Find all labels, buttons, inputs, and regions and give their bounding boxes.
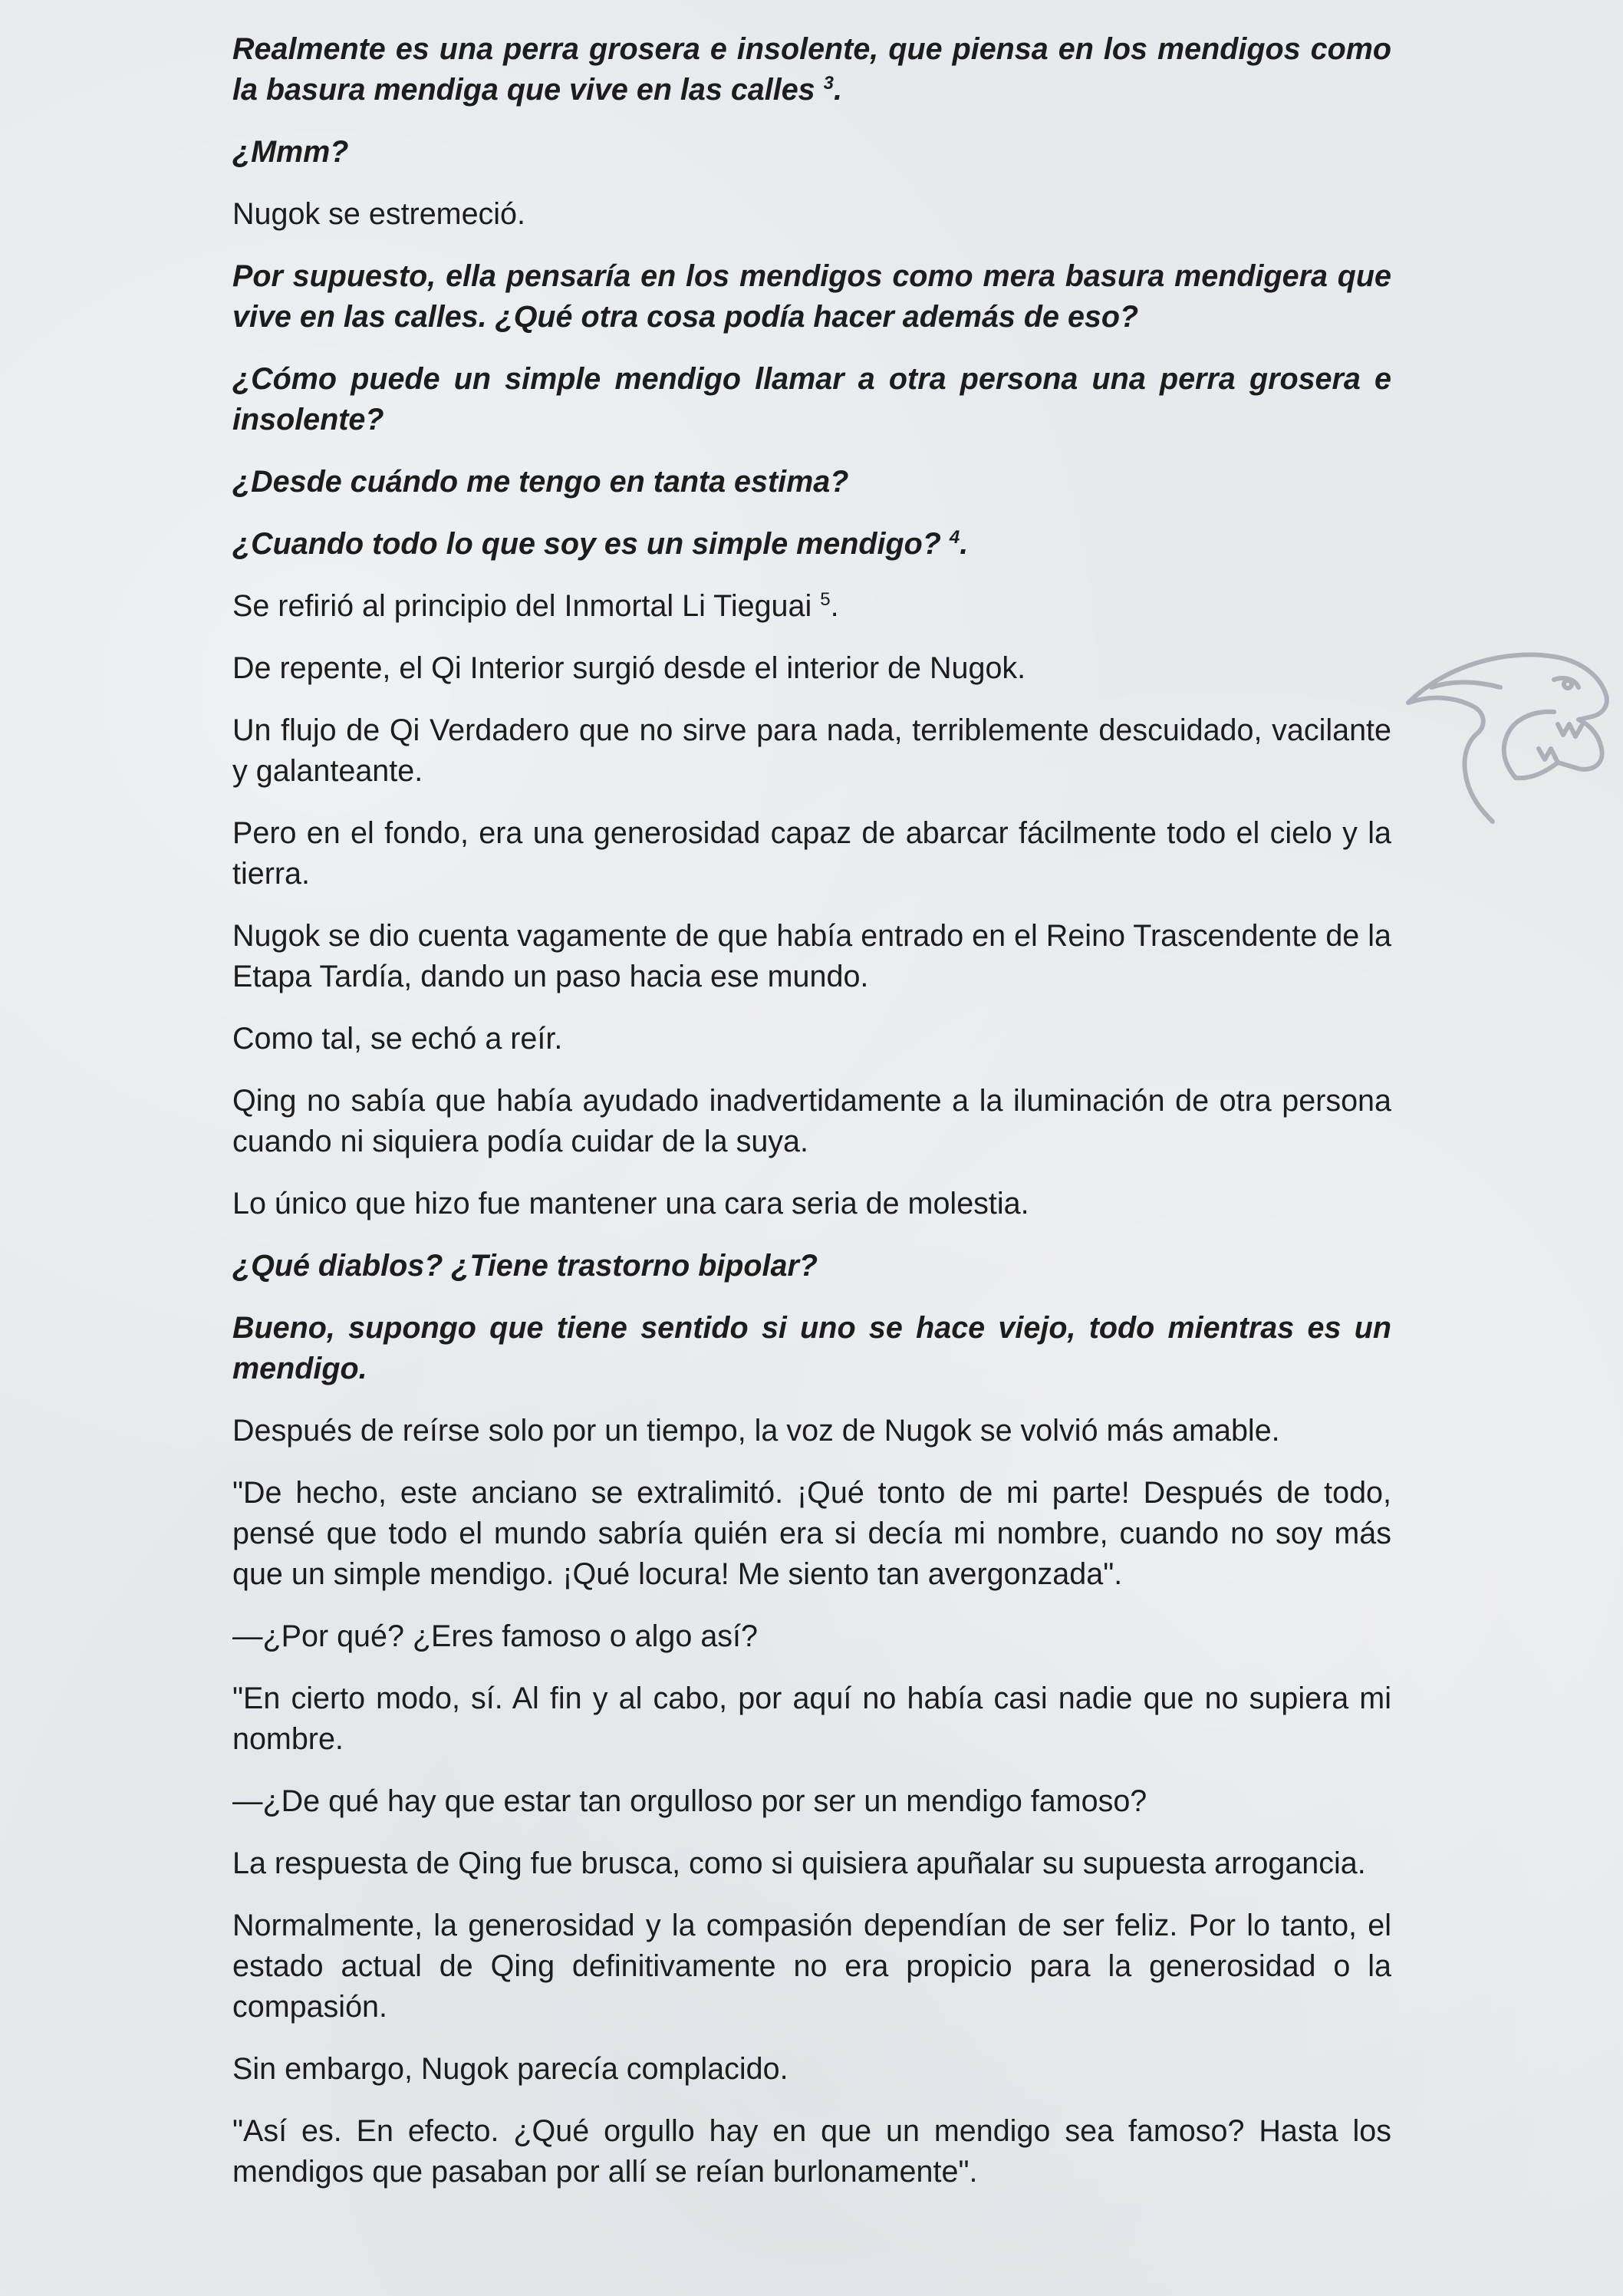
paragraph [232, 1678, 1391, 1760]
paragraph [232, 194, 1391, 235]
paragraph-text: De repente, el Qi Interior surgió desde el interior de Nugok. [232, 651, 1026, 685]
paragraph [232, 1781, 1391, 1822]
paragraph [232, 524, 1391, 565]
footnote-ref: 5 [820, 588, 831, 610]
paragraph-text: —¿De qué hay que estar tan orgulloso por ser un mendigo famoso? [232, 1784, 1147, 1818]
paragraph-text: Se refirió al principio del Inmortal Li Tieguai [232, 589, 821, 623]
paragraph [232, 256, 1391, 338]
paragraph [232, 1473, 1391, 1595]
paragraph [232, 2049, 1391, 2090]
paragraph [232, 29, 1391, 110]
document-body [232, 29, 1391, 2214]
paragraph-text: Qing no sabía que había ayudado inadvertidamente a la iluminación de otra persona cuando ni siquiera podía cuidar de la suya. [232, 1084, 1391, 1158]
footnote-ref: 3 [823, 72, 834, 94]
paragraph-text-end: . [960, 527, 969, 561]
paragraph-text: Pero en el fondo, era una generosidad capaz de abarcar fácilmente todo el cielo y la tierra. [232, 816, 1391, 891]
paragraph [232, 1906, 1391, 2028]
paragraph-text: Nugok se dio cuenta vagamente de que había entrado en el Reino Trascendente de la Etapa Tardía, dando un paso hacia ese mundo. [232, 919, 1391, 993]
paragraph-text: ¿Mmm? [232, 135, 349, 169]
paragraph-text: ¿Cómo puede un simple mendigo llamar a otra persona una perra grosera e insolente? [232, 362, 1391, 436]
paragraph-text: Por supuesto, ella pensaría en los mendigos como mera basura mendigera que vive en las calles. ¿Qué otra cosa podía hacer además de eso? [232, 259, 1391, 334]
paragraph [232, 1308, 1391, 1389]
footnote-ref: 4 [949, 526, 960, 548]
paragraph [232, 132, 1391, 173]
paragraph-text: —¿Por qué? ¿Eres famoso o algo así? [232, 1619, 759, 1653]
paragraph-text: Como tal, se echó a reír. [232, 1022, 563, 1056]
paragraph-text: Sin embargo, Nugok parecía complacido. [232, 2052, 788, 2086]
paragraph [232, 813, 1391, 894]
paragraph [232, 648, 1391, 689]
paragraph-text: Después de reírse solo por un tiempo, la voz de Nugok se volvió más amable. [232, 1414, 1280, 1448]
paragraph-text: Bueno, supongo que tiene sentido si uno se hace viejo, todo mientras es un mendigo. [232, 1311, 1391, 1385]
paragraph-text: Realmente es una perra grosera e insolente, que piensa en los mendigos como la basura mendiga que vive en las calles [232, 32, 1391, 107]
paragraph [232, 1411, 1391, 1451]
paragraph [232, 1616, 1391, 1657]
paragraph [232, 462, 1391, 502]
paragraph [232, 710, 1391, 792]
paragraph-text: "Así es. En efecto. ¿Qué orgullo hay en que un mendigo sea famoso? Hasta los mendigos que pasaban por allí se reían burlonamente". [232, 2114, 1391, 2189]
paragraph [232, 2111, 1391, 2192]
paragraph-text: "En cierto modo, sí. Al fin y al cabo, por aquí no había casi nadie que no supiera mi nombre. [232, 1682, 1391, 1756]
dinosaur-head-icon [1401, 634, 1623, 833]
paragraph-text: ¿Desde cuándo me tengo en tanta estima? [232, 465, 849, 499]
paragraph [232, 1246, 1391, 1286]
paragraph-text-end: . [833, 73, 842, 107]
paragraph-text: Nugok se estremeció. [232, 197, 526, 231]
paragraph-text: Un flujo de Qi Verdadero que no sirve para nada, terriblemente descuidado, vacilante y galanteante. [232, 713, 1391, 788]
paragraph-text-end: . [830, 589, 839, 623]
paragraph-text: Lo único que hizo fue mantener una cara seria de molestia. [232, 1187, 1029, 1220]
paragraph [232, 1843, 1391, 1884]
paragraph-text: La respuesta de Qing fue brusca, como si quisiera apuñalar su supuesta arrogancia. [232, 1846, 1366, 1880]
paragraph [232, 1081, 1391, 1162]
paragraph [232, 359, 1391, 440]
paragraph [232, 586, 1391, 627]
paragraph-text: ¿Qué diablos? ¿Tiene trastorno bipolar? [232, 1249, 818, 1283]
paragraph [232, 916, 1391, 997]
paragraph-text: ¿Cuando todo lo que soy es un simple mendigo? [232, 527, 950, 561]
paragraph [232, 1184, 1391, 1224]
paragraph [232, 1019, 1391, 1059]
paragraph-text: Normalmente, la generosidad y la compasión dependían de ser feliz. Por lo tanto, el estado actual de Qing definitivamente no era propicio para la generosidad o la compasión. [232, 1909, 1391, 2024]
paragraph-text: "De hecho, este anciano se extralimitó. ¡Qué tonto de mi parte! Después de todo, pensé que todo el mundo sabría quién era si decía mi nombre, cuando no soy más que un simple mendigo. ¡Qué locura! Me siento tan avergonzada". [232, 1476, 1391, 1591]
